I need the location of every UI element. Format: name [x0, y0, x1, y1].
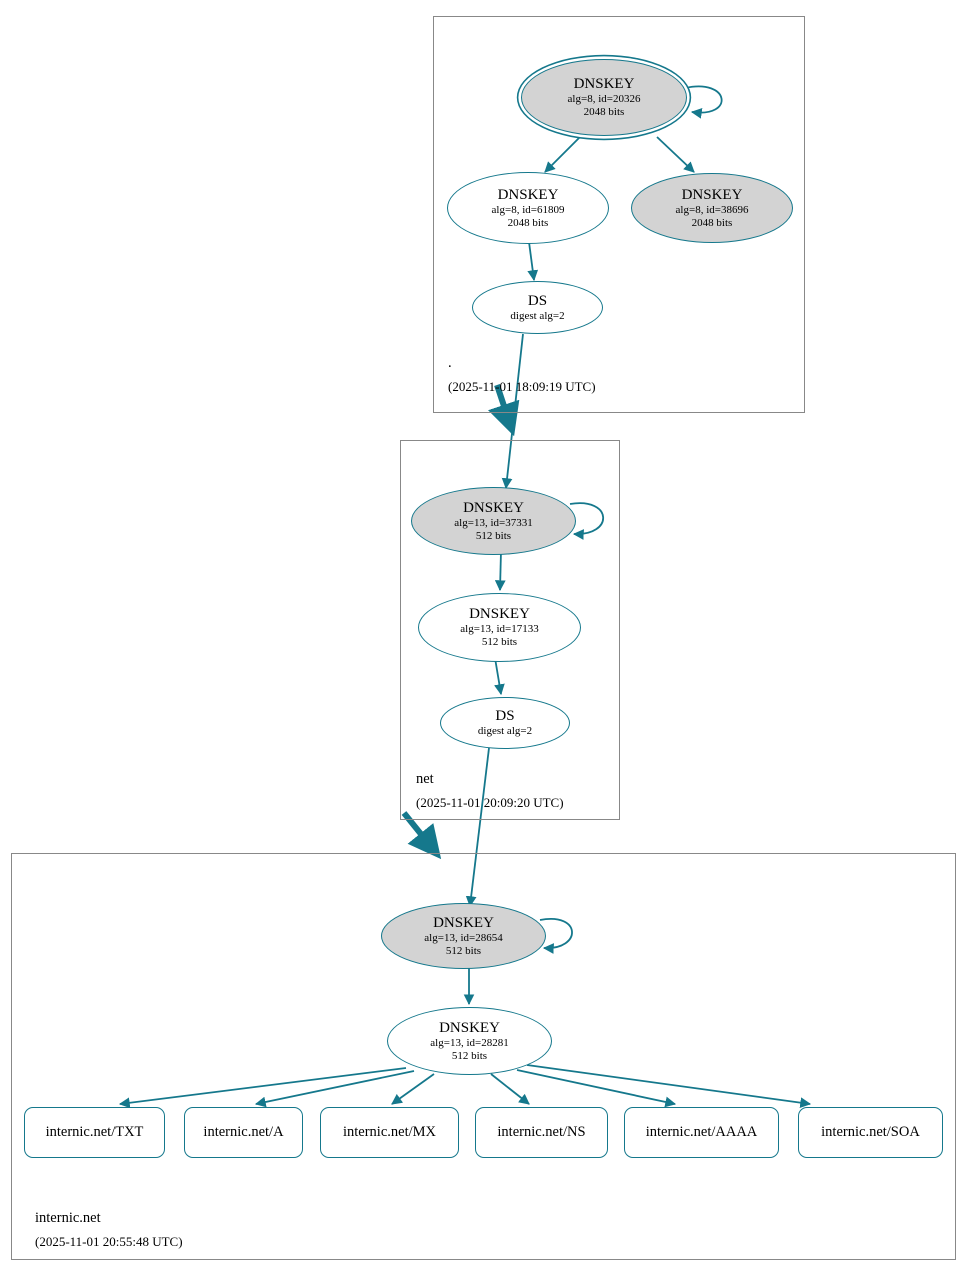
- node-size-label: 2048 bits: [507, 216, 549, 229]
- node-size-label: 512 bits: [481, 636, 518, 648]
- rrset-internic-aaaa[interactable]: internic.net/AAAA: [624, 1107, 779, 1158]
- rrset-internic-mx[interactable]: internic.net/MX: [320, 1107, 459, 1158]
- node-type-label: DS: [527, 292, 548, 309]
- node-alg-label: alg=13, id=37331: [454, 516, 533, 529]
- node-type-label: DS: [495, 708, 515, 724]
- node-alg-label: alg=8, id=38696: [675, 203, 749, 216]
- node-dnskey-internic-ksk[interactable]: [381, 903, 546, 969]
- node-type-label: DNSKEY: [469, 606, 530, 622]
- zone-timestamp-net: (2025-11-01 20:09:20 UTC): [416, 795, 564, 810]
- zone-name-root: .: [448, 355, 452, 371]
- node-type-label: DNSKEY: [439, 1019, 500, 1036]
- zone-timestamp-root: (2025-11-01 18:09:19 UTC): [448, 379, 596, 394]
- node-type-label: DNSKEY: [573, 76, 635, 92]
- rrset-internic-ns[interactable]: internic.net/NS: [475, 1107, 608, 1158]
- node-type-label: DNSKEY: [681, 186, 743, 203]
- node-dnskey-root-ksk[interactable]: [521, 59, 687, 136]
- zone-name-internic: internic.net: [35, 1210, 101, 1226]
- node-digest-label: digest alg=2: [477, 725, 533, 737]
- node-type-label: DNSKEY: [463, 499, 524, 516]
- node-dnskey-net-ksk[interactable]: [411, 487, 576, 555]
- node-alg-label: alg=8, id=20326: [567, 93, 641, 105]
- zone-name-net: net: [416, 771, 434, 787]
- rrset-internic-soa[interactable]: internic.net/SOA: [798, 1107, 943, 1158]
- node-size-label: 2048 bits: [691, 216, 733, 229]
- node-type-label: DNSKEY: [497, 186, 559, 203]
- node-size-label: 512 bits: [475, 529, 512, 542]
- node-digest-label: digest alg=2: [510, 309, 565, 322]
- node-alg-label: alg=13, id=28654: [424, 931, 503, 944]
- node-dnskey-root-38696[interactable]: [631, 173, 793, 243]
- node-dnskey-net-zsk[interactable]: [418, 593, 581, 662]
- node-type-label: DNSKEY: [433, 914, 494, 931]
- rrset-internic-a[interactable]: internic.net/A: [184, 1107, 303, 1158]
- node-alg-label: alg=8, id=61809: [491, 203, 565, 216]
- node-alg-label: alg=13, id=28281: [430, 1036, 509, 1049]
- node-ds-net[interactable]: [440, 697, 570, 749]
- node-size-label: 512 bits: [445, 944, 482, 957]
- zone-timestamp-internic: (2025-11-01 20:55:48 UTC): [35, 1234, 183, 1249]
- node-dnskey-root-zsk[interactable]: [447, 172, 609, 244]
- node-size-label: 2048 bits: [583, 106, 625, 118]
- node-alg-label: alg=13, id=17133: [460, 623, 539, 635]
- node-ds-root[interactable]: [472, 281, 603, 334]
- node-size-label: 512 bits: [451, 1049, 488, 1062]
- node-dnskey-internic-zsk[interactable]: [387, 1007, 552, 1075]
- rrset-internic-txt[interactable]: internic.net/TXT: [24, 1107, 165, 1158]
